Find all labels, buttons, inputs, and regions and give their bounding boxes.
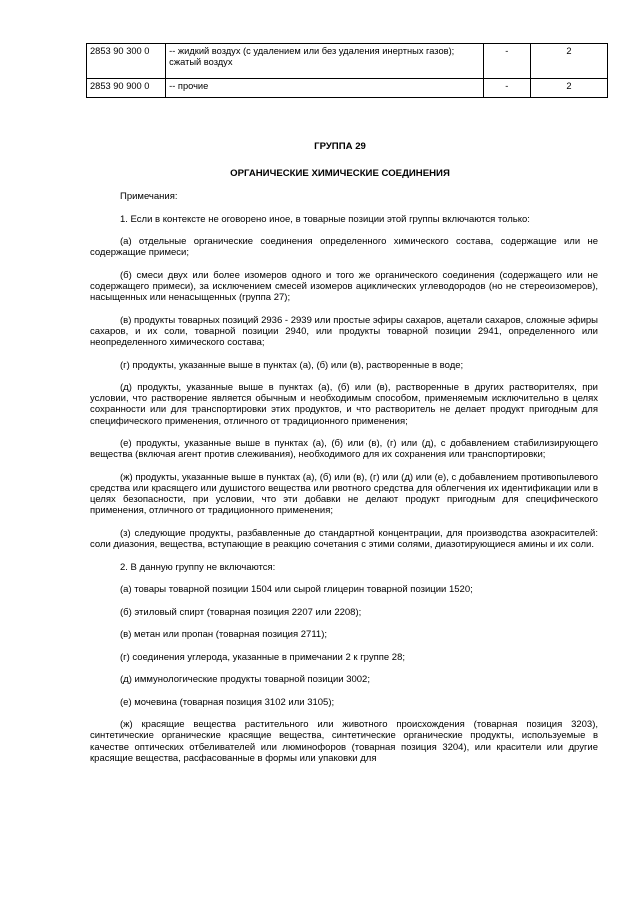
group-title: ГРУППА 29 xyxy=(314,141,366,152)
note-paragraph: (д) продукты, указанные выше в пунктах (а), (б) или (в), растворенные в других растворителях, при условии, что растворение является обычным и необходимым способом, применяемым исключительно в целях сохранности или для транспортировки этих продуктов, и что растворитель не делает продукт пригодным для специфического применения, отличного от традиционного применения; xyxy=(90,382,598,427)
note-paragraph: (е) мочевина (товарная позиция 3102 или 3105); xyxy=(120,696,335,708)
note-paragraph: (г) продукты, указанные выше в пунктах (а), (б) или (в), растворенные в воде; xyxy=(120,359,464,371)
description-cell: -- прочие xyxy=(166,79,484,98)
note-paragraph: (з) следующие продукты, разбавленные до стандартной концентрации, для производства азокрасителей: соли диазония, вещества, вступающие в реакцию сочетания с этими солями, диазотирующиеся амины и их соли. xyxy=(90,527,598,551)
commodity-code-cell: 2853 90 300 0 xyxy=(87,44,166,79)
notes-section xyxy=(90,191,598,764)
duty-cell: - xyxy=(483,79,530,98)
note-paragraph: 2. В данную группу не включаются: xyxy=(120,561,276,573)
note-paragraph: (в) метан или пропан (товарная позиция 2711); xyxy=(120,629,328,641)
table-row xyxy=(87,44,608,79)
note-paragraph: (е) продукты, указанные выше в пунктах (а), (б) или (в), (г) или (д), с добавлением стабилизирующего вещества (включая агент против слеживания), необходимого для их сохранения или транспортировки; xyxy=(90,438,598,461)
rate-cell: 2 xyxy=(530,44,607,79)
note-paragraph: (д) иммунологические продукты товарной позиции 3002; xyxy=(120,674,370,686)
note-paragraph: (г) соединения углерода, указанные в примечании 2 к группе 28; xyxy=(120,651,406,663)
note-paragraph: (ж) красящие вещества растительного или животного происхождения (товарная позиция 3203), синтетические органические красящие вещества, синтетические органические продукты, используемые в качестве оптических отбеливателей или люминофоров (товарная позиция 3204), или красители или другие красящие вещества, расфасованные в формы или упаковки для xyxy=(90,719,598,764)
group-subtitle: ОРГАНИЧЕСКИЕ ХИМИЧЕСКИЕ СОЕДИНЕНИЯ xyxy=(230,168,450,179)
description-cell: -- жидкий воздух (с удалением или без удаления инертных газов); сжатый воздух xyxy=(166,44,484,79)
commodity-code-cell: 2853 90 900 0 xyxy=(87,79,166,98)
note-paragraph: (в) продукты товарных позиций 2936 - 2939 или простые эфиры сахаров, ацетали сахаров, сложные эфиры сахаров, и их соли, товарной позиции 2940, или продукты товарной позиции 2941, определенного или неопределенного химического состава; xyxy=(90,314,598,349)
table-row xyxy=(87,79,608,98)
duty-cell: - xyxy=(483,44,530,79)
rate-cell: 2 xyxy=(530,79,607,98)
note-paragraph: (а) отдельные органические соединения определенного химического состава, содержащие или не содержащие примеси; xyxy=(90,236,598,259)
note-paragraph: (ж) продукты, указанные выше в пунктах (а), (б) или (в), (г) или (д) или (е), с добавлением противопылевого средства или красящего или душистого вещества или рвотного средства для облегчения их идентификации или в целях безопасности, при условии, что эти добавки не делают продукт пригодным для специфического применения, отличного от традиционного применения; xyxy=(90,471,598,517)
note-paragraph: (а) товары товарной позиции 1504 или сырой глицерин товарной позиции 1520; xyxy=(120,584,473,596)
note-paragraph: 1. Если в контексте не оговорено иное, в товарные позиции этой группы включаются только: xyxy=(120,213,530,225)
tariff-table xyxy=(86,43,608,98)
note-paragraph: (б) смеси двух или более изомеров одного и того же органического соединения (содержащего или не содержащего примеси), за исключением смесей изомеров ациклических углеводородов (но не стереоизомеров), насыщенных или ненасыщенных (группа 27); xyxy=(90,269,598,304)
note-paragraph: (б) этиловый спирт (товарная позиция 2207 или 2208); xyxy=(120,606,362,618)
notes-heading: Примечания: xyxy=(120,191,178,202)
